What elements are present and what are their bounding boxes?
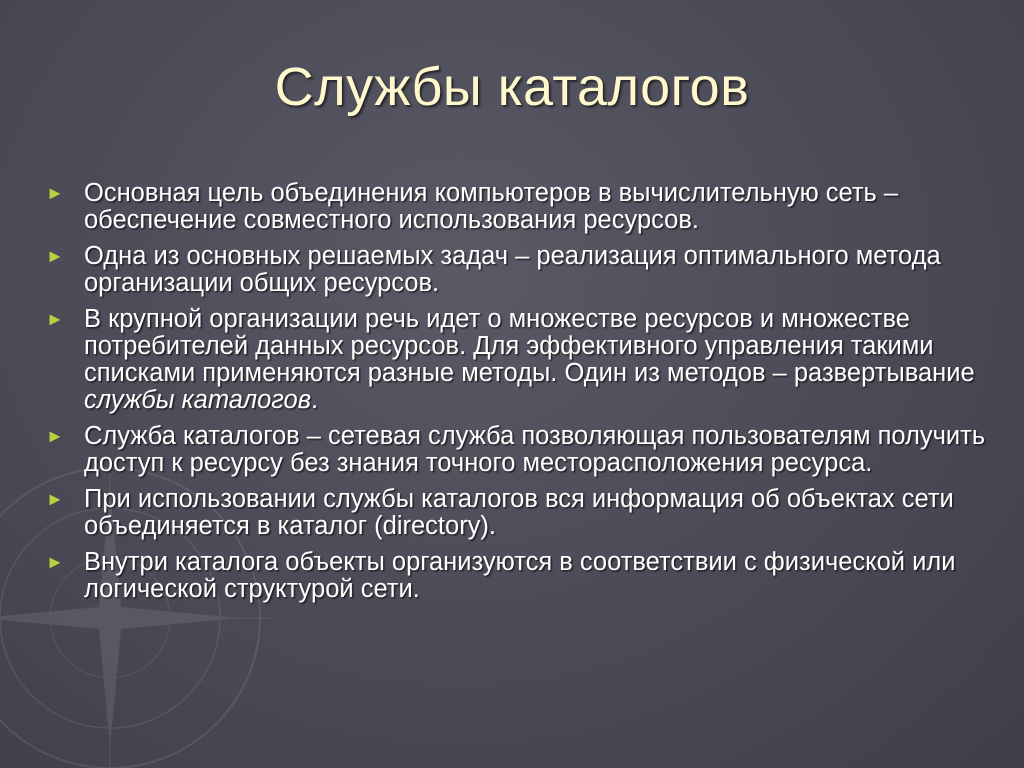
- bullet-text: Одна из основных решаемых задач – реализация оптимального метода организации общих ресурсов.: [84, 242, 941, 297]
- bullet-arrow-icon: ►: [46, 246, 64, 266]
- bullet-list: [46, 180, 986, 612]
- bullet-item: [46, 486, 986, 540]
- bullet-text-tail: .: [311, 386, 319, 414]
- bullet-item: [46, 180, 986, 234]
- bullet-item: [46, 423, 986, 477]
- bullet-arrow-icon: ►: [46, 552, 64, 572]
- bullet-item: [46, 549, 986, 603]
- bullet-text: Основная цель объединения компьютеров в вычислительную сеть – обеспечение совместного использования ресурсов.: [84, 179, 899, 234]
- bullet-item: [46, 243, 986, 297]
- bullet-emphasis-text: службы каталогов: [84, 386, 312, 414]
- bullet-text: Служба каталогов – сетевая служба позволяющая пользователям получить доступ к ресурсу без знания точного месторасположения ресурса.: [84, 422, 986, 477]
- bullet-text: В крупной организации речь идет о множестве ресурсов и множестве потребителей данных ресурсов. Для эффективного управления такими списками применяются разные методы. Один из методов – развертывание: [84, 305, 975, 387]
- bullet-text: Внутри каталога объекты организуются в соответствии с физической или логической структурой сети.: [84, 548, 956, 603]
- bullet-item: [46, 306, 986, 414]
- slide-title: Службы каталогов: [274, 57, 750, 117]
- bullet-text: При использовании службы каталогов вся информация об объектах сети объединяется в каталог (directory).: [84, 485, 954, 540]
- bullet-arrow-icon: ►: [46, 183, 64, 203]
- bullet-arrow-icon: ►: [46, 426, 64, 446]
- bullet-arrow-icon: ►: [46, 489, 64, 509]
- bullet-arrow-icon: ►: [46, 309, 64, 329]
